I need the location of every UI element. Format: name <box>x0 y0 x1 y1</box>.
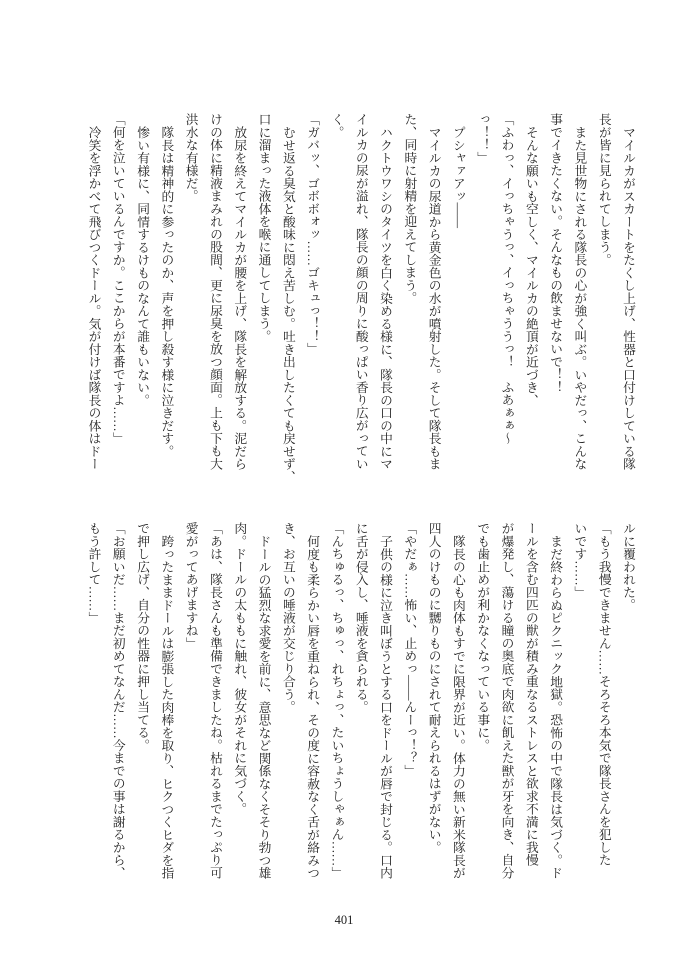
text-column: 隊長は精神的に参ったのか、声を押し殺す様に泣きだす。 <box>159 125 174 458</box>
text-column: 跨ったままドールは膨張した肉棒を取り、ヒクつくヒダを指 <box>159 534 174 879</box>
text-column: 隊長の心も肉体もすでに限界が近い。体力の無い新米隊長が <box>450 534 465 879</box>
text-column: に舌が侵入し、唾液を貪られる。 <box>353 522 368 714</box>
text-column: そんな願いも空しく、マイルカの絶頂が近づき、 <box>523 125 538 407</box>
text-column: まだ終わらぬピクニック地獄。恐怖の中で隊長は気づく。ド <box>548 534 563 879</box>
text-column: イルカの尿が溢れ、隊長の顔の周りに酸っぱい香り広がってい <box>353 113 368 470</box>
text-column: ハクトウワシのタイツを白く染める様に、隊長の口の中にマ <box>378 125 393 470</box>
text-column: 四人のけものに嬲りものにされて耐えられるはずがない。 <box>426 522 441 854</box>
text-column: 子供の様に泣き叫ぼうとする口をドールが唇で封じる。口内 <box>378 534 393 879</box>
text-column: プシャァアッ―― <box>450 125 465 228</box>
text-column: 放尿を終えてマイルカが腰を上げ、隊長を解放する。泥だら <box>232 125 247 470</box>
text-column: 「お願いだ……まだ初めてなんだ……今までの事は謝るから、 <box>110 522 125 879</box>
text-column: 洪水な有様だ。 <box>183 113 198 203</box>
text-column: 冷笑を浮かべて飛びつくドール。気が付けば隊長の体はドー <box>86 125 101 470</box>
page-number: 401 <box>334 913 354 927</box>
text-column: むせ返る臭気と酸味に悶え苦しむ。吐き出したくても戻せず、 <box>280 125 295 483</box>
text-column: 「ガバッ、ゴボボォッ……ゴキュっ！！」 <box>305 113 320 356</box>
text-column: で押し広げ、自分の性器に押し当てる。 <box>135 522 150 752</box>
text-column: ールを含む四匹の獣が積み重なるストレスと欲求不満に我慢 <box>523 522 538 867</box>
text-column: いです……」 <box>572 522 587 599</box>
text-column: っ！！」 <box>475 113 490 164</box>
text-column: 事でイきたくない。そんなもの飲ませないで！！ <box>548 113 563 394</box>
text-column: 「ふわっ、イっちゃうっ、イっちゃううっ！ ふあぁぁ～ <box>499 113 514 445</box>
text-column: また見世物にされる隊長の心が強く叫ぶ。いやだっ、こんな <box>572 125 587 470</box>
text-column: マイルカがスカートをたくし上げ、性器と口付けしている隊 <box>621 125 635 470</box>
text-column: 「やだぁ……怖い、止めっ――んーっ！？」 <box>402 522 417 777</box>
text-column: た、同時に射精を迎えてしまう。 <box>402 113 417 305</box>
text-block-bottom <box>78 522 640 879</box>
text-column: 「もう我慢できません……そろそろ本気で隊長さんを犯した <box>596 522 611 867</box>
text-column: 「あは、隊長さんも準備できましたね。枯れるまでたっぷり可 <box>207 522 222 879</box>
text-column: マイルカの尿道から黄金色の水が噴射した。そして隊長もま <box>426 125 441 470</box>
text-column: 愛がってあげますね」 <box>183 522 198 650</box>
text-column: 長が皆に見られてしまう。 <box>596 113 611 266</box>
text-column: ルに覆われた。 <box>621 522 635 612</box>
text-column: でも歯止めが利かなくなっている事に。 <box>475 522 490 752</box>
text-column: 口に溜まった液体を喉に通してしまう。 <box>256 113 271 343</box>
text-column: が爆発し、蕩ける瞳の奥底で肉欲に飢えた獣が牙を向き、自分 <box>499 522 514 879</box>
text-block-top <box>78 113 640 483</box>
text-column: 肉。ドールの太ももに触れ、彼女がそれに気づく。 <box>232 522 247 816</box>
text-column: 「んちゅるっ、ちゅっ、れちょっ、たいちょうしゃぁん……」 <box>329 522 344 879</box>
text-column: もう許して……」 <box>86 522 101 624</box>
text-column: 「何を泣いているんですか。ここからが本番ですよ……」 <box>110 113 125 445</box>
text-column: き、お互いの唾液が交じり合う。 <box>280 522 295 714</box>
text-column: 惨い有様に、同情するけものなんて誰もいない。 <box>135 125 150 407</box>
text-column: ドールの猛烈な求愛を前に、意思など関係なくそそり勃つ雄 <box>256 534 271 879</box>
text-column: けの体に精液まみれの股間、更に尿臭を放つ顔面。上も下も大 <box>207 113 222 470</box>
text-column: く。 <box>329 113 344 139</box>
text-column: 何度も柔らかい唇を重ねられ、その度に容赦なく舌が絡みつ <box>305 534 320 879</box>
